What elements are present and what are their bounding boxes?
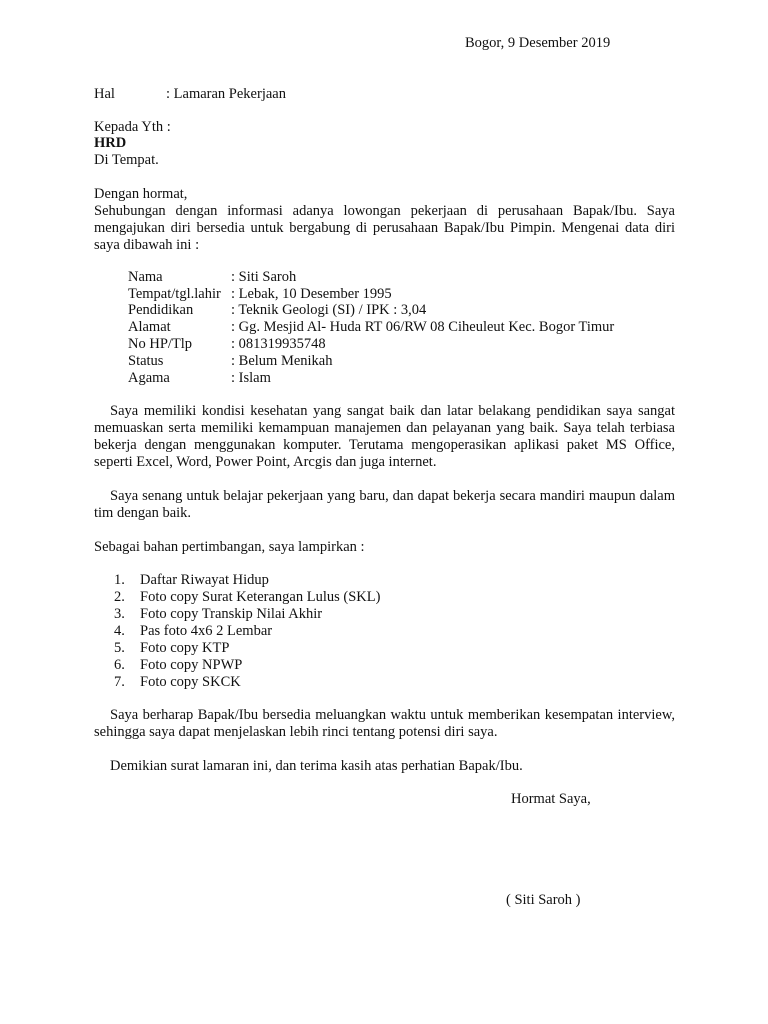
health-paragraph: Saya memiliki kondisi kesehatan yang sangat baik dan latar belakang pendidikan saya sangat memuaskan serta memiliki kemampuan manajemen dan pelayanan yang baik. Saya telah terbiasa bekerja dengan menggunakan komputer. Terutama mengoperasikan aplikasi paket MS Office, seperti Excel, Word, Power Point, Arcgis dan juga internet. (94, 403, 675, 470)
to-line: Kepada Yth : (94, 119, 171, 135)
subject-value: : Lamaran Pekerjaan (166, 86, 286, 102)
data-label-ttl: Tempat/tgl.lahir (128, 286, 221, 302)
attachment-item: Foto copy KTP (140, 640, 230, 656)
intro-paragraph: Sehubungan dengan informasi adanya lowongan pekerjaan di perusahaan Bapak/Ibu. Saya mengajukan diri bersedia untuk bergabung di perusahaan Bapak/Ibu Pimpin. Mengenai data diri saya dibawah ini : (94, 203, 675, 253)
data-label-alamat: Alamat (128, 319, 171, 335)
subject-label: Hal (94, 86, 115, 102)
attachment-number: 4. (114, 623, 125, 639)
data-label-nama: Nama (128, 269, 163, 285)
data-value-pendidikan: : Teknik Geologi (SI) / IPK : 3,04 (231, 302, 427, 318)
data-value-agama: : Islam (231, 370, 271, 386)
greeting: Dengan hormat, (94, 186, 188, 202)
recipient-location: Di Tempat. (94, 152, 159, 168)
data-label-pendidikan: Pendidikan (128, 302, 194, 318)
attachment-item: Foto copy NPWP (140, 657, 243, 673)
attachments-intro: Sebagai bahan pertimbangan, saya lampirkan : (94, 539, 365, 555)
attachment-number: 5. (114, 640, 125, 656)
attachment-item: Pas foto 4x6 2 Lembar (140, 623, 273, 639)
data-label-status: Status (128, 353, 164, 369)
place-date: Bogor, 9 Desember 2019 (465, 35, 611, 51)
sign-off: Hormat Saya, (511, 791, 591, 807)
attachment-number: 6. (114, 657, 125, 673)
attachment-number: 3. (114, 606, 125, 622)
data-value-status: : Belum Menikah (231, 353, 333, 369)
data-value-nama: : Siti Saroh (231, 269, 297, 285)
hope-paragraph: Saya berharap Bapak/Ibu bersedia meluangkan waktu untuk memberikan kesempatan interview, sehingga saya dapat menjelaskan lebih rinci tentang potensi diri saya. (94, 707, 675, 740)
data-value-phone: : 081319935748 (231, 336, 326, 352)
recipient: HRD (94, 135, 127, 151)
signature-name: ( Siti Saroh ) (506, 892, 581, 908)
attachment-number: 1. (114, 572, 125, 588)
data-value-alamat: : Gg. Mesjid Al- Huda RT 06/RW 08 Ciheuleut Kec. Bogor Timur (231, 319, 615, 335)
data-value-ttl: : Lebak, 10 Desember 1995 (231, 286, 392, 302)
attachment-number: 2. (114, 589, 125, 605)
attachment-number: 7. (114, 674, 125, 690)
closing-paragraph: Demikian surat lamaran ini, dan terima kasih atas perhatian Bapak/Ibu. (110, 758, 523, 774)
attachment-item: Foto copy Transkip Nilai Akhir (140, 606, 323, 622)
data-label-agama: Agama (128, 370, 170, 386)
data-label-phone: No HP/Tlp (128, 336, 193, 352)
attachment-item: Foto copy Surat Keterangan Lulus (SKL) (140, 589, 381, 605)
attachment-item: Daftar Riwayat Hidup (140, 572, 269, 588)
attachment-item: Foto copy SKCK (140, 674, 241, 690)
learning-paragraph: Saya senang untuk belajar pekerjaan yang baru, dan dapat bekerja secara mandiri maupun dalam tim dengan baik. (94, 488, 675, 521)
